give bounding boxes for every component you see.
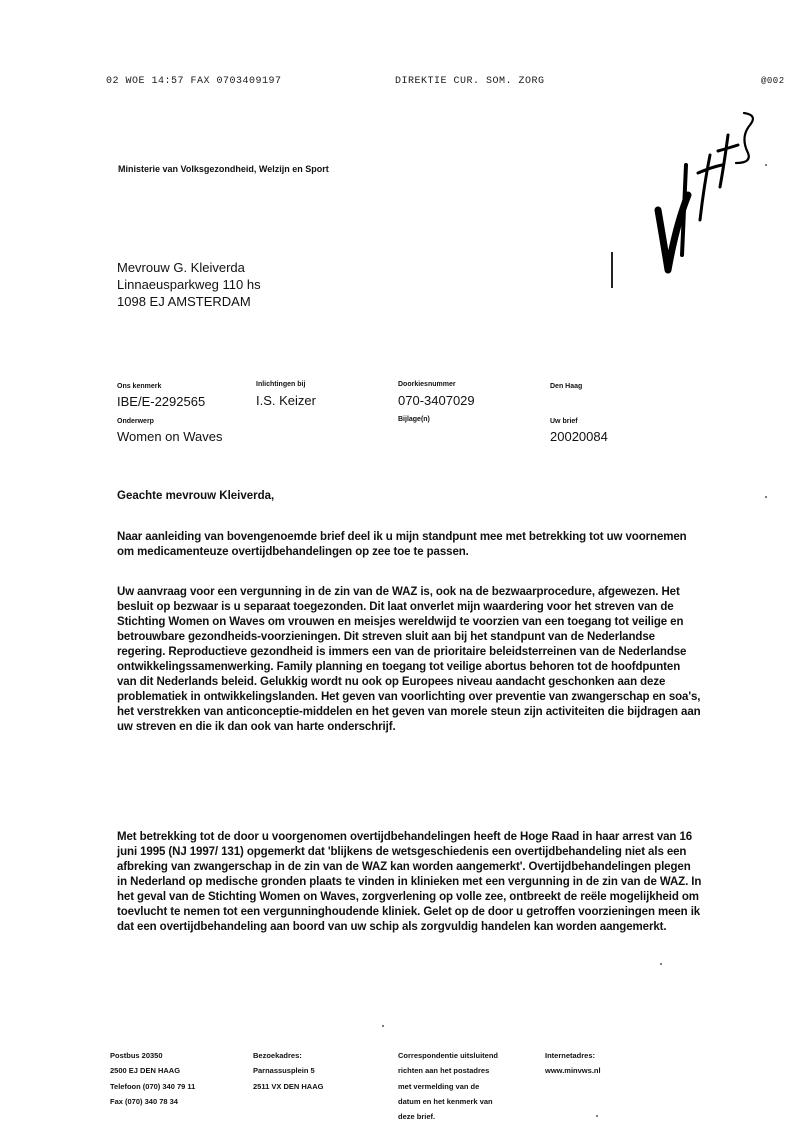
footer-postal-line: Telefoon (070) 340 79 11	[110, 1081, 196, 1091]
kenmerk-label: Ons kenmerk	[117, 383, 162, 390]
info-label: Inlichtingen bij	[256, 381, 306, 388]
recipient-street: Linnaeusparkweg 110 hs	[117, 277, 261, 292]
footer-visit-line: Bezoekadres:	[253, 1051, 302, 1060]
attachments-label: Bijlage(n)	[398, 416, 430, 423]
salutation: Geachte mevrouw Kleiverda,	[117, 490, 275, 502]
footer-visit	[253, 1048, 323, 1094]
footer-corr-line: deze brief.	[398, 1112, 436, 1122]
footer-correspondence	[398, 1048, 498, 1124]
footer-web	[545, 1048, 601, 1079]
recipient-address	[117, 259, 261, 310]
footer-postal-line: Postbus 20350	[110, 1051, 163, 1060]
footer-visit-line: Parnassusplein 5	[253, 1066, 315, 1076]
footer-corr-line: met vermelding van de	[398, 1081, 480, 1091]
footer-postal-line: Fax (070) 340 78 34	[110, 1096, 178, 1106]
footer-corr-line: Correspondentie uitsluitend	[398, 1051, 499, 1060]
ministry-name: Ministerie van Volksgezondheid, Welzijn en Sport	[118, 164, 329, 174]
footer-web-line: Internetadres:	[545, 1051, 596, 1060]
body-paragraph: Uw aanvraag voor een vergunning in de zin van de WAZ is, ook na de bezwaarprocedure, afgewezen. Het besluit op bezwaar is u separaat toegezonden. Dit laat onverlet mijn waardering voor het streven van de Stichting Women on Waves om vrouwen en meisjes wereldwijd te voorzien van een toegang tot veilige en betrouwbare gezondheids-voorzieningen. Dit streven sluit aan bij het standpunt van de Nederlandse regering. Reproductieve gezondheid is immers een van de prioritaire beleidsterreinen van de Nederlandse ontwikkelingssamenwerking. Family planning en toegang tot veilige abortus behoren tot de hoofdpunten van dit Nederlands beleid. Gelukkig wordt nu ook op Europees niveau aandacht geschonken aan deze problematiek in ontwikkelingslanden. Het geven van voorlichting over preventie van zwangerschap en soa's, het verstrekken van anticonceptie-middelen en het geven van morele steun zijn activiteiten die bijdragen aan uw streven en die ik dan ook van harte onderschrijf.	[117, 586, 701, 733]
footer-visit-line: 2511 VX DEN HAAG	[253, 1081, 324, 1091]
body-paragraph: Naar aanleiding van bovengenoemde brief deel ik u mijn standpunt mee met betrekking tot uw voornemen om medicamenteuze overtijdbehandelingen op zee toe te passen.	[117, 531, 687, 558]
body-paragraph: Met betrekking tot de door u voorgenomen overtijdbehandelingen heeft de Hoge Raad in haar arrest van 16 juni 1995 (NJ 1997/ 131) opgemerkt dat 'blijkens de wetsgeschiedenis een overtijdbehandeling niet als een afbreking van zwangerschap in de zin van de WAZ kan worden aangemerkt'. Overtijdbehandelingen plegen in Nederland op medische gronden plaats te vinden in klinieken met een vergunning in de zin van de WAZ. In het geval van de Stichting Women on Waves, zorgverlening op volle zee, ontbreekt de reële mogelijkheid om toevlucht te nemen tot een vergunninghoudende kliniek. Gelet op de door u getroffen voorzieningen meen ik dat een overtijdbehandeling aan boord van uw schip als zorgvuldig handelen kan worden aangemerkt.	[117, 831, 702, 933]
kenmerk-value: IBE/E-2292565	[117, 394, 206, 409]
scan-speck	[765, 496, 767, 498]
scan-speck	[596, 1115, 598, 1117]
footer-postal-line: 2500 EJ DEN HAAG	[110, 1066, 181, 1076]
scan-speck	[765, 164, 767, 166]
phone-value: 070-3407029	[398, 393, 475, 408]
info-value: I.S. Keizer	[256, 393, 316, 408]
subject-label: Onderwerp	[117, 418, 154, 425]
recipient-name: Mevrouw G. Kleiverda	[117, 260, 245, 275]
handwritten-initials	[640, 95, 770, 295]
recipient-city: 1098 EJ AMSTERDAM	[117, 294, 251, 309]
ref-value: 20020084	[550, 429, 608, 444]
phone-label: Doorkiesnummer	[398, 381, 456, 388]
scan-speck	[660, 963, 662, 965]
margin-mark	[611, 252, 613, 288]
ref-label: Uw brief	[550, 418, 578, 425]
fax-header-left: 02 WOE 14:57 FAX 0703409197	[106, 76, 282, 87]
footer-corr-line: datum en het kenmerk van	[398, 1096, 493, 1106]
fax-page-number: @002	[761, 76, 785, 86]
footer-corr-line: richten aan het postadres	[398, 1066, 490, 1076]
footer-postal	[110, 1048, 195, 1109]
place-label: Den Haag	[550, 383, 583, 390]
fax-header-sender: DIREKTIE CUR. SOM. ZORG	[395, 76, 545, 87]
scan-speck	[382, 1025, 384, 1027]
subject-value: Women on Waves	[117, 429, 223, 444]
footer-web-line: www.minvws.nl	[545, 1066, 601, 1076]
